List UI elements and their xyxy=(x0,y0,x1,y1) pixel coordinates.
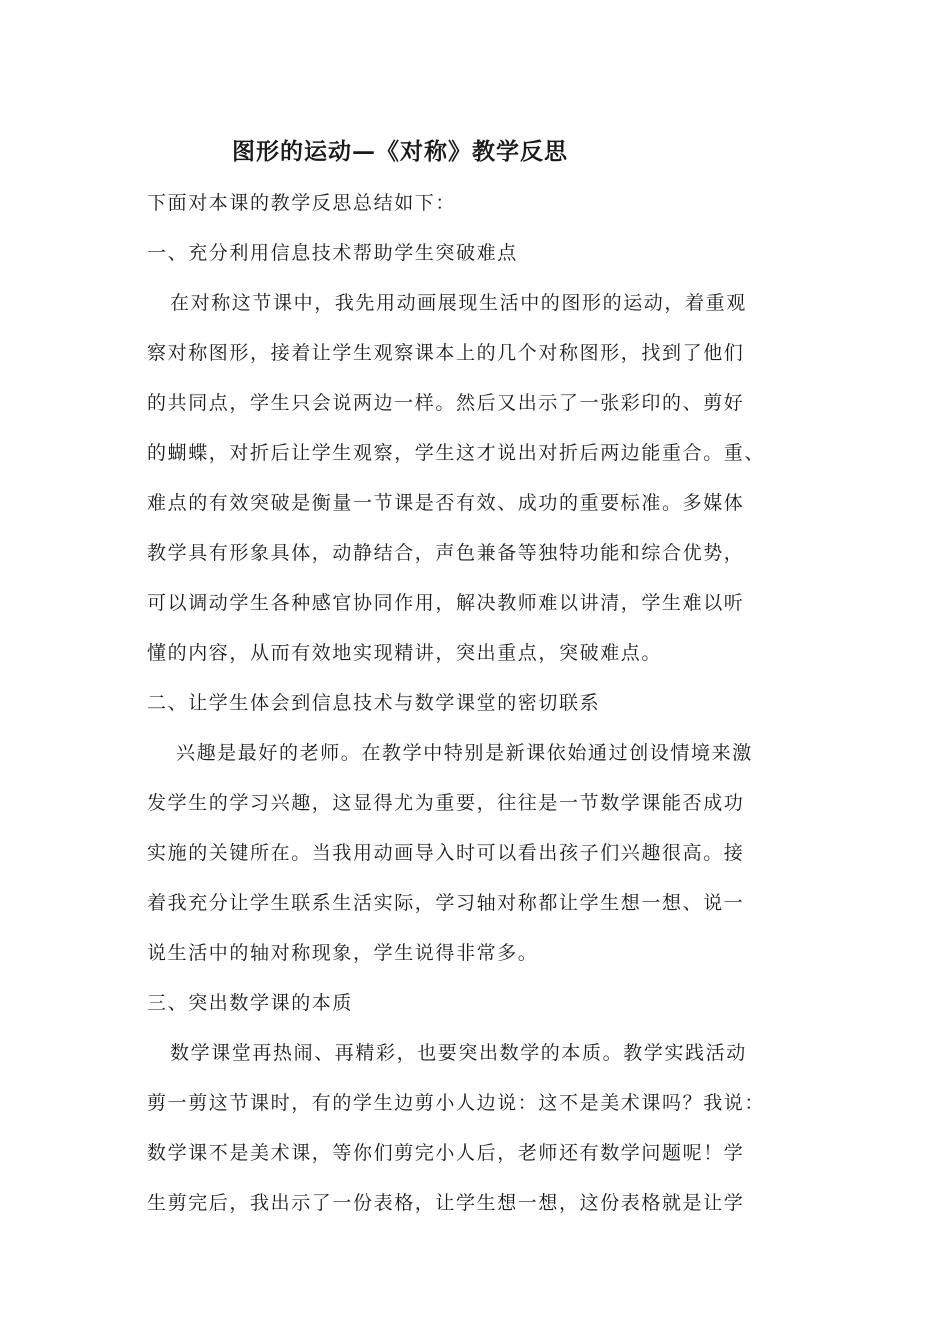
section-1-line: 在对称这节课中，我先用动画展现生活中的图形的运动，着重观 xyxy=(170,292,747,314)
section-1-heading: 一、充分利用信息技术帮助学生突破难点 xyxy=(147,242,518,264)
section-3-line: 数学课不是美术课，等你们剪完小人后，老师还有数学问题呢！学 xyxy=(147,1142,745,1164)
section-1-line: 教学具有形象具体，动静结合，声色兼备等独特功能和综合优势， xyxy=(147,542,745,564)
section-1-line: 的蝴蝶，对折后让学生观察，学生这才说出对折后两边能重合。重、 xyxy=(147,442,766,464)
document-title: 图形的运动—《对称》教学反思 xyxy=(232,138,568,165)
section-1-line: 懂的内容，从而有效地实现精讲，突出重点，突破难点。 xyxy=(147,642,663,664)
section-3-line: 剪一剪这节课时，有的学生边剪小人边说：这不是美术课吗？我说： xyxy=(147,1092,766,1114)
section-3-heading: 三、突出数学课的本质 xyxy=(147,992,354,1014)
section-1-line: 难点的有效突破是衡量一节课是否有效、成功的重要标准。多媒体 xyxy=(147,492,745,514)
section-2-line: 发学生的学习兴趣，这显得尤为重要，往往是一节数学课能否成功 xyxy=(147,792,745,814)
section-2-heading: 二、让学生体会到信息技术与数学课堂的密切联系 xyxy=(147,692,601,714)
section-2-line: 说生活中的轴对称现象，学生说得非常多。 xyxy=(147,942,539,964)
section-3-line: 生剪完后，我出示了一份表格，让学生想一想，这份表格就是让学 xyxy=(147,1192,745,1214)
section-2-line: 着我充分让学生联系生活实际，学习轴对称都让学生想一想、说一 xyxy=(147,892,745,914)
section-1-line: 的共同点，学生只会说两边一样。然后又出示了一张彩印的、剪好 xyxy=(147,392,745,414)
section-1-line: 可以调动学生各种感官协同作用，解决教师难以讲清，学生难以听 xyxy=(147,592,745,614)
section-3-line: 数学课堂再热闹、再精彩，也要突出数学的本质。教学实践活动 xyxy=(170,1042,747,1064)
intro-line: 下面对本课的教学反思总结如下： xyxy=(147,192,457,214)
section-1-line: 察对称图形，接着让学生观察课本上的几个对称图形，找到了他们 xyxy=(147,342,745,364)
section-2-line: 实施的关键所在。当我用动画导入时可以看出孩子们兴趣很高。接 xyxy=(147,842,745,864)
section-2-line: 兴趣是最好的老师。在教学中特别是新课依始通过创设情境来激 xyxy=(176,742,753,764)
